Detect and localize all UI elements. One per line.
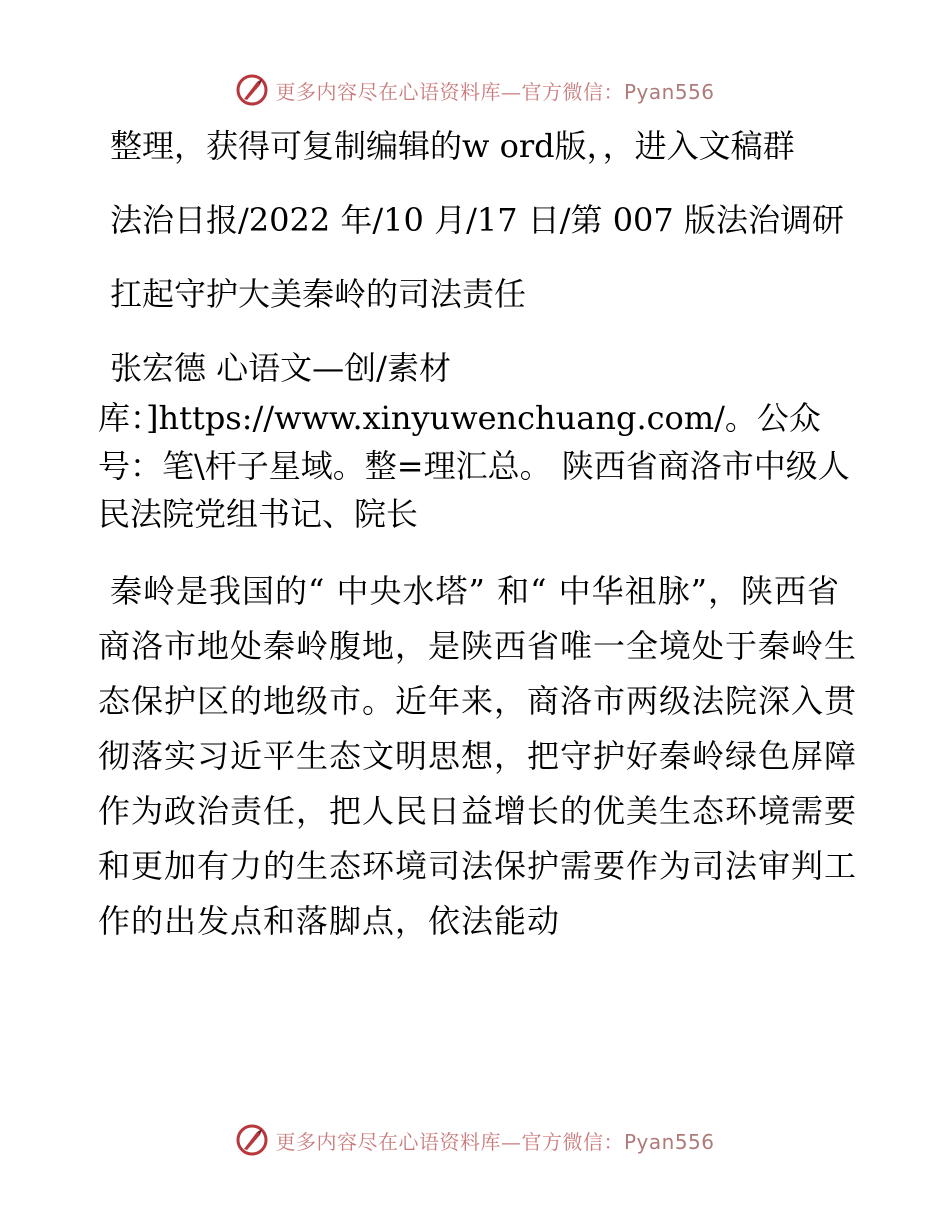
article-title: 扛起守护大美秦岭的司法责任 [110,275,527,313]
quill-logo-icon [235,1123,269,1157]
header-banner [0,70,950,110]
document-body [98,122,858,975]
footer-banner [0,1120,950,1160]
banner-text: 更多内容尽在心语资料库—官方微信：Pyan556 [275,1129,715,1154]
banner-text: 更多内容尽在心语资料库—官方微信：Pyan556 [275,79,715,104]
intro-paragraph: 整理，获得可复制编辑的w ord版，，进入文稿群 [110,127,795,165]
body-paragraph: 秦岭是我国的“ 中央水塔” 和“ 中华祖脉”，陕西省商洛市地处秦岭腹地，是陕西省唯一全境处于秦岭生态保护区的地级市。近年来，商洛市两级法院深入贯彻落实习近平生态文明思想，把守护好秦岭绿色屏障作为政治责任，把人民日益增长的优美生态环境需要和更加有力的生态环境司法保护需要作为司法审判工作的出发点和落脚点，依法能动 [98,572,858,940]
quill-logo-icon [235,73,269,107]
author-info: 库：]https://www.xinyuwenchuang.com/。公众号：笔\杆子星域。整=理汇总。 陕西省商洛市中级人民法院党组书记、院长 [98,399,850,533]
source-line: 法治日报/2022 年/10 月/17 日/第 007 版法治调研 [110,201,844,239]
author-line: 张宏德 心语文—创/素材 [110,349,451,387]
